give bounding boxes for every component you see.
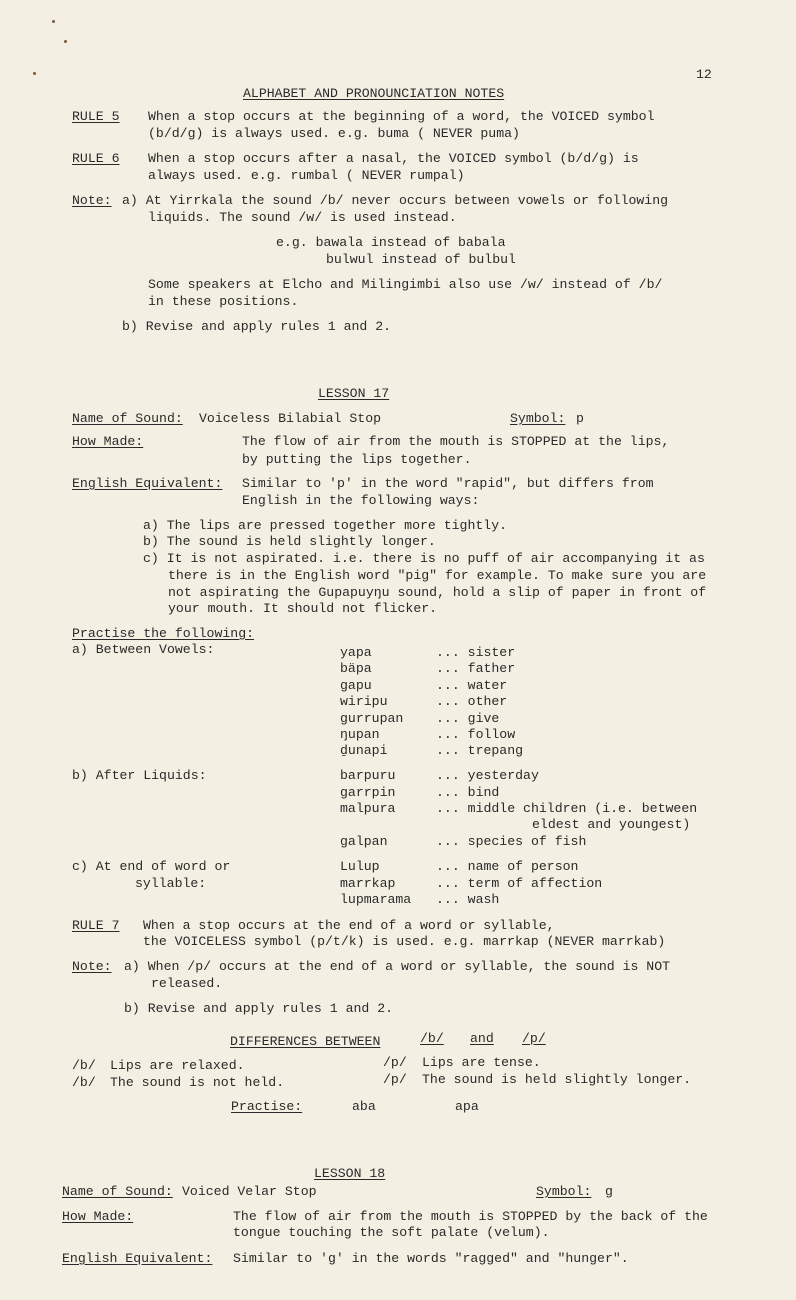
lesson17-symbol-label: Symbol: xyxy=(510,411,566,426)
differences-sym-p: /p/ xyxy=(522,1031,546,1046)
group-label-after-liquids: b) After Liquids: xyxy=(72,768,207,783)
diff-b2-symbol: /b/ xyxy=(72,1075,96,1090)
paper-speck xyxy=(52,20,55,23)
meaning: ... follow xyxy=(436,727,516,742)
lesson18-english-line1: Similar to 'g' in the words "ragged" and "hunger". xyxy=(233,1251,629,1266)
meaning: ... trepang xyxy=(436,743,524,758)
word: gurrupan xyxy=(340,711,404,726)
note1-example1: e.g. bawala instead of babala xyxy=(276,235,506,250)
lesson18-name-label: Name of Sound: xyxy=(62,1184,173,1199)
word: bäpa xyxy=(340,661,372,676)
word: barpuru xyxy=(340,768,396,783)
diff-b1-symbol: /b/ xyxy=(72,1058,96,1073)
lesson18-how-label: How Made: xyxy=(62,1209,134,1224)
word: galpan xyxy=(340,834,388,849)
word: marrkap xyxy=(340,876,396,891)
note1-some-line2: in these positions. xyxy=(148,294,299,309)
rule7-label: RULE 7 xyxy=(72,918,120,933)
note2-label: Note: xyxy=(72,959,112,974)
lesson17-diff-c3: not aspirating the Gupapuyŋu sound, hold a slip of paper in front of xyxy=(168,585,707,600)
diff-b1-text: Lips are relaxed. xyxy=(110,1058,245,1073)
diff-p1-symbol: /p/ xyxy=(383,1055,407,1070)
word: ŋupan xyxy=(340,727,380,742)
meaning: ... middle children (i.e. between xyxy=(436,801,698,816)
lesson17-diff-c2: there is in the English word "pig" for example. To make sure you are xyxy=(168,568,707,583)
lesson17-how-line1: The flow of air from the mouth is STOPPED at the lips, xyxy=(242,434,670,449)
meaning-continued: eldest and youngest) xyxy=(532,817,691,832)
lesson18-english-label: English Equivalent: xyxy=(62,1251,213,1266)
differences-heading: DIFFERENCES BETWEEN xyxy=(230,1034,381,1049)
lesson18-symbol-value: g xyxy=(605,1184,613,1199)
lesson18-name-value: Voiced Velar Stop xyxy=(182,1184,317,1199)
lesson18-how-line1: The flow of air from the mouth is STOPPED by the back of the xyxy=(233,1209,708,1224)
meaning: ... other xyxy=(436,694,508,709)
word: Lulup xyxy=(340,859,380,874)
page-title: ALPHABET AND PRONOUNCIATION NOTES xyxy=(243,86,505,101)
note1-label: Note: xyxy=(72,193,112,208)
meaning: ... father xyxy=(436,661,516,676)
lesson17-diff-b: b) The sound is held slightly longer. xyxy=(143,534,436,549)
lesson17-name-value: Voiceless Bilabial Stop xyxy=(199,411,382,426)
rule6-label: RULE 6 xyxy=(72,151,120,166)
page-number: 12 xyxy=(696,67,712,82)
word: garrpin xyxy=(340,785,396,800)
word: wiripu xyxy=(340,694,388,709)
rule6-line1: When a stop occurs after a nasal, the VOICED symbol (b/d/g) is xyxy=(148,151,639,166)
lesson17-english-label: English Equivalent: xyxy=(72,476,223,491)
lesson18-symbol-label: Symbol: xyxy=(536,1184,592,1199)
rule5-line2: (b/d/g) is always used. e.g. buma ( NEVER puma) xyxy=(148,126,520,141)
lesson17-diff-a: a) The lips are pressed together more tightly. xyxy=(143,518,508,533)
practise-following-label: Practise the following: xyxy=(72,626,255,641)
lesson17-name-label: Name of Sound: xyxy=(72,411,183,426)
diff-p2-symbol: /p/ xyxy=(383,1072,407,1087)
lesson17-heading: LESSON 17 xyxy=(318,386,390,401)
note1-b: b) Revise and apply rules 1 and 2. xyxy=(122,319,392,334)
paper-speck xyxy=(33,72,36,75)
group-label-end-of-word: c) At end of word or xyxy=(72,859,231,874)
practise-word-aba: aba xyxy=(352,1099,376,1114)
note2-a-line2: released. xyxy=(151,976,223,991)
group-label-between-vowels: a) Between Vowels: xyxy=(72,642,215,657)
word: gapu xyxy=(340,678,372,693)
note2-b: b) Revise and apply rules 1 and 2. xyxy=(124,1001,394,1016)
lesson17-how-line2: by putting the lips together. xyxy=(242,452,472,467)
lesson18-how-line2: tongue touching the soft palate (velum). xyxy=(233,1225,550,1240)
lesson17-diff-c4: your mouth. It should not flicker. xyxy=(168,601,438,616)
meaning: ... name of person xyxy=(436,859,579,874)
meaning: ... term of affection xyxy=(436,876,603,891)
rule5-label: RULE 5 xyxy=(72,109,120,124)
note2-a-line1: a) When /p/ occurs at the end of a word or syllable, the sound is NOT xyxy=(124,959,671,974)
lesson17-how-label: How Made: xyxy=(72,434,144,449)
lesson17-diff-c1: c) It is not aspirated. i.e. there is no puff of air accompanying it as xyxy=(143,551,705,566)
note1-a-line1: a) At Yirrkala the sound /b/ never occurs between vowels or following xyxy=(122,193,669,208)
word: ḏunapi xyxy=(340,743,388,758)
meaning: ... species of fish xyxy=(436,834,587,849)
meaning: ... water xyxy=(436,678,508,693)
diff-b2-text: The sound is not held. xyxy=(110,1075,285,1090)
paper-speck xyxy=(64,40,67,43)
note1-example2: bulwul instead of bulbul xyxy=(326,252,516,267)
note1-a-line2: liquids. The sound /w/ is used instead. xyxy=(148,210,457,225)
meaning: ... sister xyxy=(436,645,516,660)
rule6-line2: always used. e.g. rumbal ( NEVER rumpal) xyxy=(148,168,465,183)
note1-some-line1: Some speakers at Elcho and Milingimbi also use /w/ instead of /b/ xyxy=(148,277,663,292)
group-label-end-of-word-line2: syllable: xyxy=(135,876,207,891)
practise-word-apa: apa xyxy=(455,1099,479,1114)
lesson17-english-line1: Similar to 'p' in the word "rapid", but differs from xyxy=(242,476,654,491)
differences-sym-b: /b/ xyxy=(420,1031,444,1046)
word: malpura xyxy=(340,801,396,816)
differences-practise-label: Practise: xyxy=(231,1099,303,1114)
word: lupmarama xyxy=(340,892,412,907)
differences-and: and xyxy=(470,1031,494,1046)
rule7-line1: When a stop occurs at the end of a word or syllable, xyxy=(143,918,555,933)
diff-p2-text: The sound is held slightly longer. xyxy=(422,1072,692,1087)
lesson17-english-line2: English in the following ways: xyxy=(242,493,480,508)
rule5-line1: When a stop occurs at the beginning of a word, the VOICED symbol xyxy=(148,109,655,124)
meaning: ... wash xyxy=(436,892,500,907)
diff-p1-text: Lips are tense. xyxy=(422,1055,541,1070)
rule7-line2: the VOICELESS symbol (p/t/k) is used. e.g. marrkap (NEVER marrkab) xyxy=(143,934,666,949)
meaning: ... bind xyxy=(436,785,500,800)
lesson17-symbol-value: p xyxy=(576,411,584,426)
word: yapa xyxy=(340,645,372,660)
lesson18-heading: LESSON 18 xyxy=(314,1166,386,1181)
meaning: ... give xyxy=(436,711,500,726)
meaning: ... yesterday xyxy=(436,768,539,783)
